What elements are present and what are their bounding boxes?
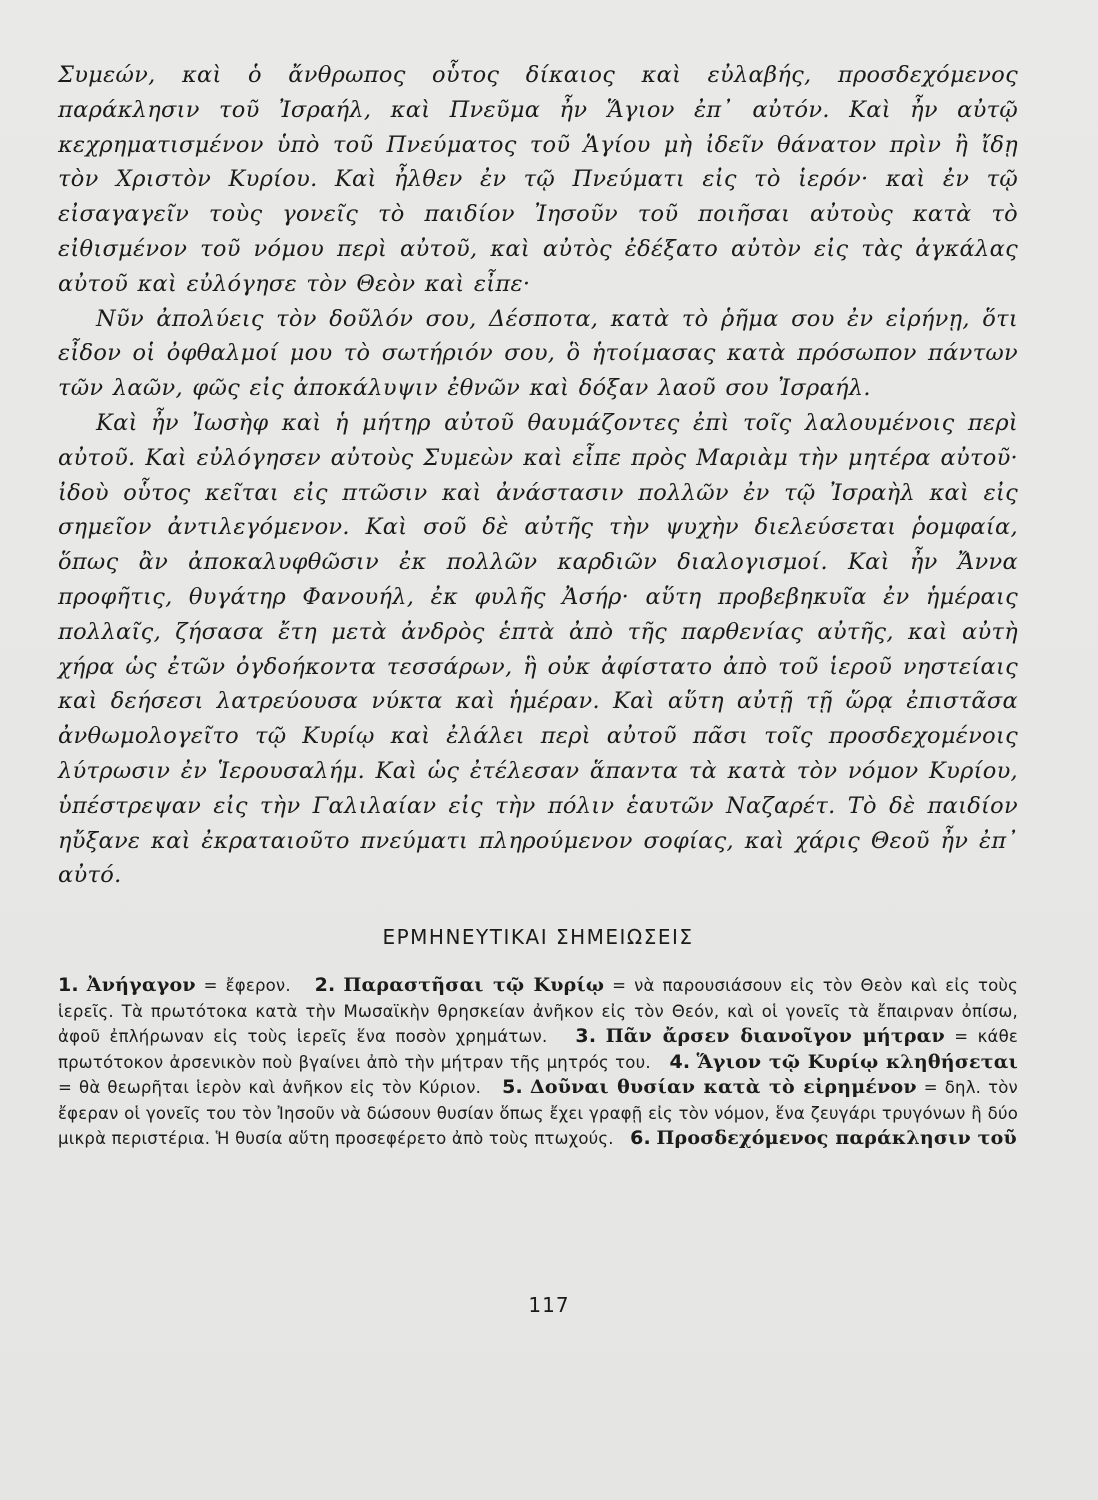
note-text: = δηλ. τὸν ἔφεραν οἱ γονεῖς του τὸν Ἰησοῦν νὰ δώσουν θυσίαν ὅπως ἔχει γραφῇ εἰς τὸν νόμον, ἕνα ζευγάρι τρυγόνων ἢ δύο μικρὰ περιστέρια. Ἡ θυσία αὕτη προσεφέρετο ἀπὸ τοὺς πτωχούς. (58, 1078, 1018, 1149)
paragraph-3: Καὶ ἦν Ἰωσὴφ καὶ ἡ μήτηρ αὐτοῦ θαυμάζοντες ἐπὶ τοῖς λαλουμένοις περὶ αὐτοῦ. Καὶ εὐλόγησεν αὐτοὺς Συμεὼν καὶ εἶπε πρὸς Μαριὰμ τὴν μητέρα αὐτοῦ· ἰδοὺ οὗτος κεῖται εἰς πτῶσιν καὶ ἀνάστασιν πολλῶν ἐν τῷ Ἰσραὴλ καὶ εἰς σημεῖον ἀντιλεγόμενον. Καὶ σοῦ δὲ αὐτῆς τὴν ψυχὴν διελεύσεται ῥομφαία, ὅπως ἂν ἀποκαλυφθῶσιν ἐκ πολλῶν καρδιῶν διαλογισμοί. Καὶ ἦν Ἄννα προφῆτις, θυγάτηρ Φανουήλ, ἐκ φυλῆς Ἀσήρ· αὕτη προβεβηκυῖα ἐν ἡμέραις πολλαῖς, ζήσασα ἔτη μετὰ ἀνδρὸς ἑπτὰ ἀπὸ τῆς παρθενίας αὐτῆς, καὶ αὐτὴ χήρα ὡς ἐτῶν ὀγδοήκοντα τεσσάρων, ἣ οὐκ ἀφίστατο ἀπὸ τοῦ ἱεροῦ νηστείαις καὶ δεήσεσι λατρεύουσα νύκτα καὶ ἡμέραν. Καὶ αὕτη αὐτῇ τῇ ὥρᾳ ἐπιστᾶσα ἀνθωμολογεῖτο τῷ Κυρίῳ καὶ ἐλάλει περὶ αὐτοῦ πᾶσι τοῖς προσδεχομένοις λύτρωσιν ἐν Ἱερουσαλήμ. Καὶ ὡς ἐτέλεσαν ἅπαντα τὰ κατὰ τὸν νόμον Κυρίου, ὑπέστρεψαν εἰς τὴν Γαλιλαίαν εἰς τὴν πόλιν ἑαυτῶν Ναζαρέτ. Τὸ δὲ παιδίον ηὔξανε καὶ ἐκραταιοῦτο πνεύματι πληρούμενον σοφίας, καὶ χάρις Θεοῦ ἦν ἐπ᾽ αὐτό. (58, 409, 1018, 889)
note-term: Ἅγιον τῷ Κυρίῳ κληθήσεται (696, 1050, 1018, 1073)
note-text: = νὰ παρουσιάσουν εἰς τὸν Θεὸν καὶ εἰς τοὺς ἱερεῖς. Τὰ πρωτότοκα κατὰ τὴν Μωσαϊκὴν θρησκείαν ἀνῆκον εἰς τὸν Θεόν, καὶ οἱ γονεῖς τὰ ἔπαιρναν ὀπίσω, ἀφοῦ ἐπλήρωναν εἰς τοὺς ἱερεῖς ἕνα ποσὸν χρημάτων. (58, 976, 1019, 1047)
note-number: 1. (58, 974, 79, 997)
note-number: 4. (669, 1050, 691, 1073)
notes-block (58, 973, 1018, 1152)
notes-heading: ΕΡΜΗΝΕΥΤΙΚΑΙ ΣΗΜΕΙΩΣΕΙΣ (382, 925, 694, 950)
note-number: 2. (314, 974, 336, 997)
note-term: Παραστῆσαι τῷ Κυρίῳ (343, 974, 605, 997)
note-number: 5. (502, 1076, 523, 1099)
note-text: = θὰ θεωρῆται ἱερὸν καὶ ἀνῆκον εἰς τὸν Κύριον. (58, 1078, 482, 1098)
note-term: Προσδεχόμενος παράκλησιν τοῦ (656, 1127, 1017, 1150)
note-term: Πᾶν ἄρσεν διανοῖγον μήτραν (605, 1025, 945, 1048)
page-number: 117 (528, 1293, 570, 1317)
note-number: 3. (575, 1025, 597, 1048)
note-number: 6. (630, 1127, 651, 1150)
paragraph-2: Νῦν ἀπολύεις τὸν δοῦλόν σου, Δέσποτα, κατὰ τὸ ῥῆμα σου ἐν εἰρήνῃ, ὅτι εἶδον οἱ ὀφθαλμοί μου τὸ σωτήριόν σου, ὃ ἡτοίμασας κατὰ πρόσωπον πάντων τῶν λαῶν, φῶς εἰς ἀποκάλυψιν ἐθνῶν καὶ δόξαν λαοῦ σου Ἰσραήλ. (58, 305, 1018, 402)
note-term: Ἀνήγαγον (86, 974, 196, 997)
note-text: = ἔφερον. (203, 976, 291, 996)
note-term: Δοῦναι θυσίαν κατὰ τὸ εἰρημένον (529, 1076, 917, 1099)
paragraph-1: Συμεών, καὶ ὁ ἄνθρωπος οὗτος δίκαιος καὶ εὐλαβής, προσδεχόμενος παράκλησιν τοῦ Ἰσραήλ, καὶ Πνεῦμα ἦν Ἅγιον ἐπ᾽ αὐτόν. Καὶ ἦν αὐτῷ κεχρηματισμένον ὑπὸ τοῦ Πνεύματος τοῦ Ἁγίου μὴ ἰδεῖν θάνατον πρὶν ἢ ἴδῃ τὸν Χριστὸν Κυρίου. Καὶ ἦλθεν ἐν τῷ Πνεύματι εἰς τὸ ἱερόν· καὶ ἐν τῷ εἰσαγαγεῖν τοὺς γονεῖς τὸ παιδίον Ἰησοῦν τοῦ ποιῆσαι αὐτοὺς κατὰ τὸ εἰθισμένον τοῦ νόμου περὶ αὐτοῦ, καὶ αὐτὸς ἐδέξατο αὐτὸν εἰς τὰς ἀγκάλας αὐτοῦ καὶ εὐλόγησε τὸν Θεὸν καὶ εἶπε· (58, 62, 1018, 297)
main-text (58, 58, 1018, 893)
note-text: = κάθε πρωτότοκον ἀρσενικὸν ποὺ βγαίνει ἀπὸ τὴν μήτραν τῆς μητρός του. (58, 1027, 1018, 1072)
